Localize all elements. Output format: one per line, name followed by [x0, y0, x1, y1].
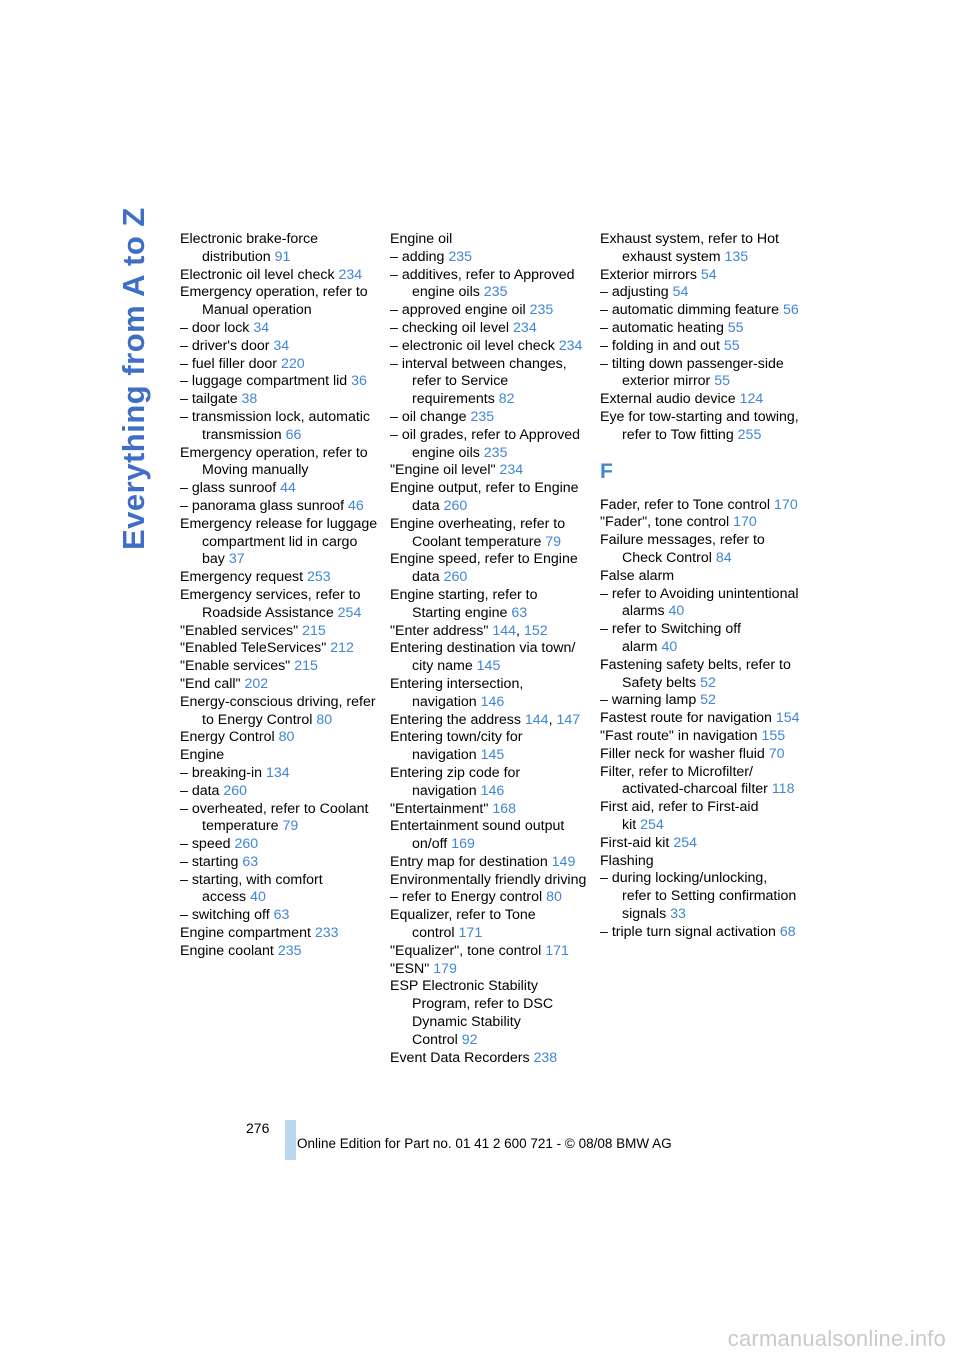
- page-link[interactable]: 254: [337, 604, 362, 621]
- index-entry: [180, 480, 380, 498]
- index-entry-text: Eye for tow-starting and towing, refer to Tow fitting: [600, 408, 799, 443]
- index-entry-text: Exterior mirrors: [600, 266, 697, 283]
- page-link[interactable]: 234: [338, 266, 363, 283]
- index-entry: [390, 427, 590, 463]
- index-entry-text: "Equalizer", tone control: [390, 942, 542, 959]
- page-link[interactable]: 168: [492, 800, 517, 817]
- index-entry-text: – tilting down passenger-side exterior mirror: [600, 355, 784, 390]
- index-entry: [600, 302, 800, 320]
- index-entry: [180, 231, 380, 267]
- index-entry-text: Electronic brake-force distribution: [180, 231, 318, 265]
- index-entry-text: False alarm: [600, 567, 675, 584]
- index-entry-text: Emergency services, refer to Roadside Assistance: [180, 586, 361, 621]
- page-link[interactable]: 46: [348, 497, 364, 514]
- index-entry-text: – adding: [390, 248, 445, 265]
- page-link[interactable]: 40: [668, 603, 685, 620]
- index-entry: [180, 391, 380, 409]
- index-entry-text: – additives, refer to Approved engine oils: [390, 266, 575, 301]
- page-link[interactable]: 169: [451, 836, 475, 853]
- page-link[interactable]: 68: [779, 923, 796, 940]
- index-entry: [180, 676, 380, 694]
- index-entry-text: Engine compartment: [180, 925, 311, 942]
- page-link[interactable]: 80: [316, 711, 333, 728]
- page-link[interactable]: 144: [524, 711, 549, 728]
- index-entry: [180, 338, 380, 356]
- index-entry: [180, 320, 380, 338]
- index-entry: [390, 551, 590, 587]
- page-link[interactable]: 40: [661, 638, 678, 655]
- index-entry: [390, 516, 590, 552]
- page-link[interactable]: 260: [443, 569, 468, 586]
- index-entry-text: – automatic dimming feature: [600, 302, 780, 319]
- index-entry: [180, 284, 380, 320]
- index-entry-text: Equalizer, refer to Tone control: [390, 907, 536, 942]
- index-entry: [390, 907, 590, 943]
- page-link[interactable]: 255: [737, 426, 762, 443]
- index-entry: [180, 925, 380, 943]
- index-entry-text: – interval between changes, refer to Service requirements: [390, 355, 567, 408]
- page-number: 276: [246, 1120, 270, 1136]
- index-entry-text: – refer to Avoiding unintentional alarms: [600, 585, 799, 620]
- page-link[interactable]: 145: [476, 658, 501, 675]
- index-entry-text: Fastest route for navigation: [600, 710, 772, 727]
- page-link[interactable]: 80: [546, 889, 562, 906]
- index-entry: [390, 480, 590, 516]
- index-entry: [390, 889, 590, 907]
- index-entry: Entering the address 144, 147: [390, 711, 581, 728]
- index-entry-text: Emergency operation, refer to Moving manually: [180, 444, 368, 479]
- index-entry: [600, 568, 800, 586]
- page-link[interactable]: 234: [513, 319, 537, 336]
- index-entry-text: – transmission lock, automatic transmission: [180, 408, 371, 443]
- side-title: Everything from A to Z: [116, 207, 151, 550]
- index-entry: [180, 747, 380, 765]
- index-entry-text: – starting: [180, 853, 239, 870]
- page-link[interactable]: 70: [768, 745, 785, 762]
- index-entry-text: – refer to Switching off alarm: [600, 621, 741, 655]
- index-entry-text: Environmentally friendly driving: [390, 871, 587, 888]
- index-entry-text: Entering intersection, navigation: [390, 675, 524, 710]
- page-link[interactable]: 202: [244, 675, 269, 692]
- page-link[interactable]: 92: [461, 1031, 478, 1048]
- index-entry: [390, 640, 590, 676]
- index-entry: [390, 231, 590, 249]
- index-entry-text: Filler neck for washer fluid: [600, 745, 765, 762]
- page-link[interactable]: 33: [670, 905, 686, 922]
- index-entry: [180, 445, 380, 481]
- page-link[interactable]: 146: [480, 693, 505, 710]
- index-entry-text: Fastening safety belts, refer to Safety belts: [600, 656, 791, 691]
- index-entry: [180, 658, 380, 676]
- index-entry-text: – automatic heating: [600, 319, 724, 336]
- index-entry: [390, 872, 590, 890]
- index-entry: [600, 621, 800, 657]
- page-link[interactable]: 37: [228, 551, 245, 568]
- page-link[interactable]: 146: [480, 782, 505, 799]
- index-entry: [600, 728, 800, 746]
- index-entry-text: "ESN": [390, 960, 430, 977]
- index-entry: [390, 267, 590, 303]
- index-entry: [600, 799, 800, 835]
- page-link[interactable]: 55: [727, 319, 744, 336]
- index-entry: [390, 249, 590, 267]
- index-entry-text: – luggage compartment lid: [180, 373, 348, 390]
- page-link[interactable]: 235: [483, 284, 508, 301]
- index-entry: [180, 409, 380, 445]
- page-link[interactable]: 84: [715, 549, 732, 566]
- index-entry-text: ESP Electronic Stability Program, refer to DSC Dynamic Stability Control: [390, 978, 554, 1048]
- index-entry-text: "Entertainment": [390, 800, 489, 817]
- page-link[interactable]: 55: [714, 373, 731, 390]
- index-entry-text: "Fader", tone control: [600, 514, 730, 531]
- index-entry-text: Entering town/city for navigation: [390, 729, 523, 764]
- index-entry: [390, 854, 590, 872]
- index-entry-text: Fader, refer to Tone control: [600, 496, 771, 513]
- index-entry-text: Energy-conscious driving, refer to Energy Control: [180, 693, 376, 728]
- index-entry: [600, 710, 800, 728]
- index-entry: [180, 872, 380, 908]
- index-entry-text: – oil change: [390, 408, 467, 425]
- page-link[interactable]: 145: [480, 747, 505, 764]
- page-link[interactable]: 260: [223, 782, 248, 799]
- page-link[interactable]: 149: [551, 853, 576, 870]
- page-link[interactable]: 235: [483, 444, 508, 461]
- page-link[interactable]: 52: [700, 674, 716, 691]
- index-entry-text: Entertainment sound output on/off: [390, 818, 565, 853]
- page-link[interactable]: 135: [724, 248, 749, 265]
- index-entry: [180, 783, 380, 801]
- page-link[interactable]: 254: [673, 834, 697, 851]
- index-entry: [600, 853, 800, 871]
- index-entry-text: First aid, refer to First-aid kit: [600, 799, 759, 833]
- index-entry: [180, 267, 380, 285]
- index-entry-text: – refer to Energy control: [390, 889, 543, 906]
- index-entry-text: – switching off: [180, 907, 270, 924]
- page-link[interactable]: 260: [443, 497, 468, 514]
- index-entry-text: – warning lamp: [600, 692, 697, 709]
- index-entry: [180, 516, 380, 569]
- index-entry: [180, 569, 380, 587]
- page-link[interactable]: 152: [523, 622, 548, 639]
- index-entry: [180, 854, 380, 872]
- index-entry-text: – panorama glass sunroof: [180, 497, 345, 514]
- index-entry-text: – approved engine oil: [390, 302, 526, 319]
- index-column-3: [600, 231, 800, 941]
- watermark: carmanualsonline.info: [727, 1326, 946, 1351]
- page-link[interactable]: 79: [545, 533, 562, 550]
- index-entry-text: Emergency release for luggage compartment lid in cargo bay: [180, 515, 378, 568]
- page-link[interactable]: 235: [470, 408, 495, 425]
- page-link[interactable]: 144: [492, 622, 517, 639]
- index-entry-text: Flashing: [600, 852, 654, 869]
- page-link[interactable]: 36: [351, 373, 367, 390]
- page-link[interactable]: 154: [775, 710, 800, 727]
- page-link[interactable]: 235: [277, 942, 302, 959]
- index-entry-text: – overheated, refer to Coolant temperature: [180, 800, 369, 835]
- index-entry: [600, 320, 800, 338]
- page-link[interactable]: 253: [306, 569, 331, 586]
- page-link[interactable]: 212: [330, 640, 354, 657]
- page-link[interactable]: 238: [533, 1049, 558, 1066]
- page-link[interactable]: 34: [253, 319, 270, 336]
- index-entry-text: "Enabled TeleServices": [180, 640, 327, 657]
- page-link[interactable]: 234: [558, 337, 583, 354]
- page-link[interactable]: 54: [672, 284, 689, 301]
- page-link[interactable]: 63: [273, 907, 290, 924]
- index-entry-text: Entering zip code for navigation: [390, 764, 521, 799]
- index-entry: [390, 338, 590, 356]
- page-link[interactable]: 80: [278, 729, 295, 746]
- index-entry: [600, 497, 800, 515]
- page-link[interactable]: 170: [774, 496, 798, 513]
- index-entry: [600, 692, 800, 710]
- index-entry: [180, 623, 380, 641]
- index-entry-text: Engine output, refer to Engine data: [390, 480, 579, 514]
- index-entry: [180, 356, 380, 374]
- index-entry: [180, 587, 380, 623]
- index-entry: [600, 284, 800, 302]
- page-link[interactable]: 235: [448, 248, 473, 265]
- index-entry: [390, 978, 590, 1049]
- index-entry: [390, 961, 590, 979]
- index-entry: [180, 801, 380, 837]
- index-entry-text: "Fast route" in navigation: [600, 727, 758, 744]
- page-link[interactable]: 254: [640, 816, 664, 833]
- index-entry-text: Engine coolant: [180, 942, 274, 959]
- page-link[interactable]: 56: [782, 302, 799, 319]
- index-entry: [600, 338, 800, 356]
- index-entry-text: – adjusting: [600, 284, 669, 301]
- index-column-1: [180, 231, 380, 961]
- index-entry-text: – tailgate: [180, 391, 238, 408]
- index-entry-text: Engine: [180, 747, 225, 764]
- index-entry-text: Failure messages, refer to Check Control: [600, 532, 765, 566]
- index-entry: [600, 391, 800, 409]
- index-entry: [600, 835, 800, 853]
- index-entry-text: Exhaust system, refer to Hot exhaust system: [600, 231, 779, 265]
- index-entry: [180, 943, 380, 961]
- index-entry-text: – glass sunroof: [180, 480, 277, 497]
- index-entry-text: – driver's door: [180, 337, 270, 354]
- page-link[interactable]: 52: [700, 692, 716, 709]
- footer-accent-bar: [285, 1120, 296, 1160]
- index-entry: [600, 746, 800, 764]
- index-entry-text: Emergency operation, refer to Manual operation: [180, 284, 368, 319]
- page-link[interactable]: 66: [285, 426, 302, 443]
- index-entry-text: Entering destination via town/ city name: [390, 640, 576, 675]
- index-entry-text: Entering the address: [390, 711, 521, 728]
- index-entry: [180, 498, 380, 516]
- index-entry: [390, 729, 590, 765]
- index-entry-text: "Enter address": [390, 622, 489, 639]
- page-link[interactable]: 124: [739, 391, 764, 408]
- index-entry-text: "End call": [180, 675, 241, 692]
- index-entry-text: Engine speed, refer to Engine data: [390, 551, 578, 586]
- index-entry-text: First-aid kit: [600, 834, 670, 851]
- index-entry: [180, 836, 380, 854]
- page-link[interactable]: 260: [234, 836, 259, 853]
- page-link[interactable]: 38: [241, 391, 258, 408]
- index-entry: [180, 640, 380, 658]
- index-entry: [600, 532, 800, 568]
- index-entry-text: Engine starting, refer to Starting engine: [390, 586, 538, 621]
- index-entry: [390, 302, 590, 320]
- index-entry: [600, 924, 800, 942]
- index-entry-text: Event Data Recorders: [390, 1049, 530, 1066]
- index-entry-text: – fuel filler door: [180, 355, 277, 372]
- index-entry-text: – checking oil level: [390, 319, 510, 336]
- page-link[interactable]: 171: [458, 925, 483, 942]
- index-entry: [600, 514, 800, 532]
- index-entry: [180, 694, 380, 730]
- index-entry-text: – oil grades, refer to Approved engine oils: [390, 426, 581, 461]
- page-link[interactable]: 179: [433, 960, 457, 977]
- page-link[interactable]: 233: [314, 925, 339, 942]
- page-link[interactable]: 170: [733, 514, 757, 531]
- index-entry: [390, 320, 590, 338]
- index-entry-text: – speed: [180, 836, 231, 853]
- index-entry: [180, 765, 380, 783]
- index-entry: [180, 373, 380, 391]
- index-entry: [390, 818, 590, 854]
- index-entry: [180, 907, 380, 925]
- index-entry: [390, 409, 590, 427]
- index-entry: [390, 943, 590, 961]
- index-entry-text: Engine overheating, refer to Coolant temperature: [390, 515, 566, 550]
- page-link[interactable]: 234: [499, 462, 524, 479]
- index-entry-text: – starting, with comfort access: [180, 871, 323, 906]
- index-entry: [390, 356, 590, 409]
- index-entry: [390, 765, 590, 801]
- page-link[interactable]: 215: [302, 622, 326, 639]
- index-entry: [390, 1050, 590, 1068]
- index-entry-text: – breaking-in: [180, 764, 263, 781]
- letter-heading: F: [600, 459, 613, 483]
- index-entry-text: Entry map for destination: [390, 853, 548, 870]
- page-link[interactable]: 79: [282, 818, 299, 835]
- page-link[interactable]: 155: [761, 727, 786, 744]
- page-link[interactable]: 235: [529, 302, 554, 319]
- index-column-2: [390, 231, 590, 1067]
- index-entry-text: – electronic oil level check: [390, 337, 555, 354]
- index-entry: "Enter address" 144, 152: [390, 622, 548, 639]
- page-link[interactable]: 91: [274, 248, 291, 265]
- page-link[interactable]: 55: [723, 337, 740, 354]
- page-link[interactable]: 118: [771, 781, 795, 798]
- index-entry-text: Energy Control: [180, 729, 275, 746]
- index-entry: [600, 764, 800, 800]
- index-entry-text: "Enabled services": [180, 622, 299, 639]
- page-link[interactable]: 220: [280, 355, 305, 372]
- index-entry: [390, 462, 590, 480]
- index-entry-text: – data: [180, 782, 220, 799]
- page-link[interactable]: 44: [280, 480, 296, 497]
- page-link[interactable]: 40: [250, 889, 266, 906]
- page-link[interactable]: 63: [242, 853, 259, 870]
- index-entry: [390, 676, 590, 712]
- index-entry-text: "Engine oil level": [390, 462, 496, 479]
- index-entry: [600, 870, 800, 923]
- index-entry-text: Electronic oil level check: [180, 266, 335, 283]
- index-entry-text: Emergency request: [180, 569, 304, 586]
- index-entry-text: – door lock: [180, 319, 250, 336]
- index-entry-text: "Enable services": [180, 658, 291, 675]
- page-link[interactable]: 34: [273, 337, 290, 354]
- index-entry-text: – triple turn signal activation: [600, 923, 776, 940]
- page-link[interactable]: 215: [294, 658, 318, 675]
- index-entry: [390, 587, 590, 623]
- page-link[interactable]: 134: [265, 764, 290, 781]
- page-link[interactable]: 63: [511, 604, 528, 621]
- index-entry-text: Engine oil: [390, 231, 453, 247]
- index-entry: [600, 409, 800, 445]
- index-entry: [390, 801, 590, 819]
- index-entry: [600, 231, 800, 267]
- index-entry: [600, 657, 800, 693]
- index-entry: [180, 729, 380, 747]
- index-entry-text: – during locking/unlocking, refer to Setting confirmation signals: [600, 870, 797, 922]
- index-entry-text: External audio device: [600, 391, 736, 408]
- page-link[interactable]: 147: [556, 711, 581, 728]
- page-link[interactable]: 82: [498, 391, 515, 408]
- index-entry: [600, 356, 800, 392]
- page-link[interactable]: 54: [700, 266, 717, 283]
- page-link[interactable]: 171: [545, 942, 569, 959]
- index-entry-text: Filter, refer to Microfilter/ activated-charcoal filter: [600, 763, 768, 798]
- footer-edition-text: Online Edition for Part no. 01 41 2 600 721 - © 08/08 BMW AG: [297, 1136, 672, 1151]
- index-entry-text: – folding in and out: [600, 337, 720, 354]
- index-entry: [600, 267, 800, 285]
- index-entry: [600, 586, 800, 622]
